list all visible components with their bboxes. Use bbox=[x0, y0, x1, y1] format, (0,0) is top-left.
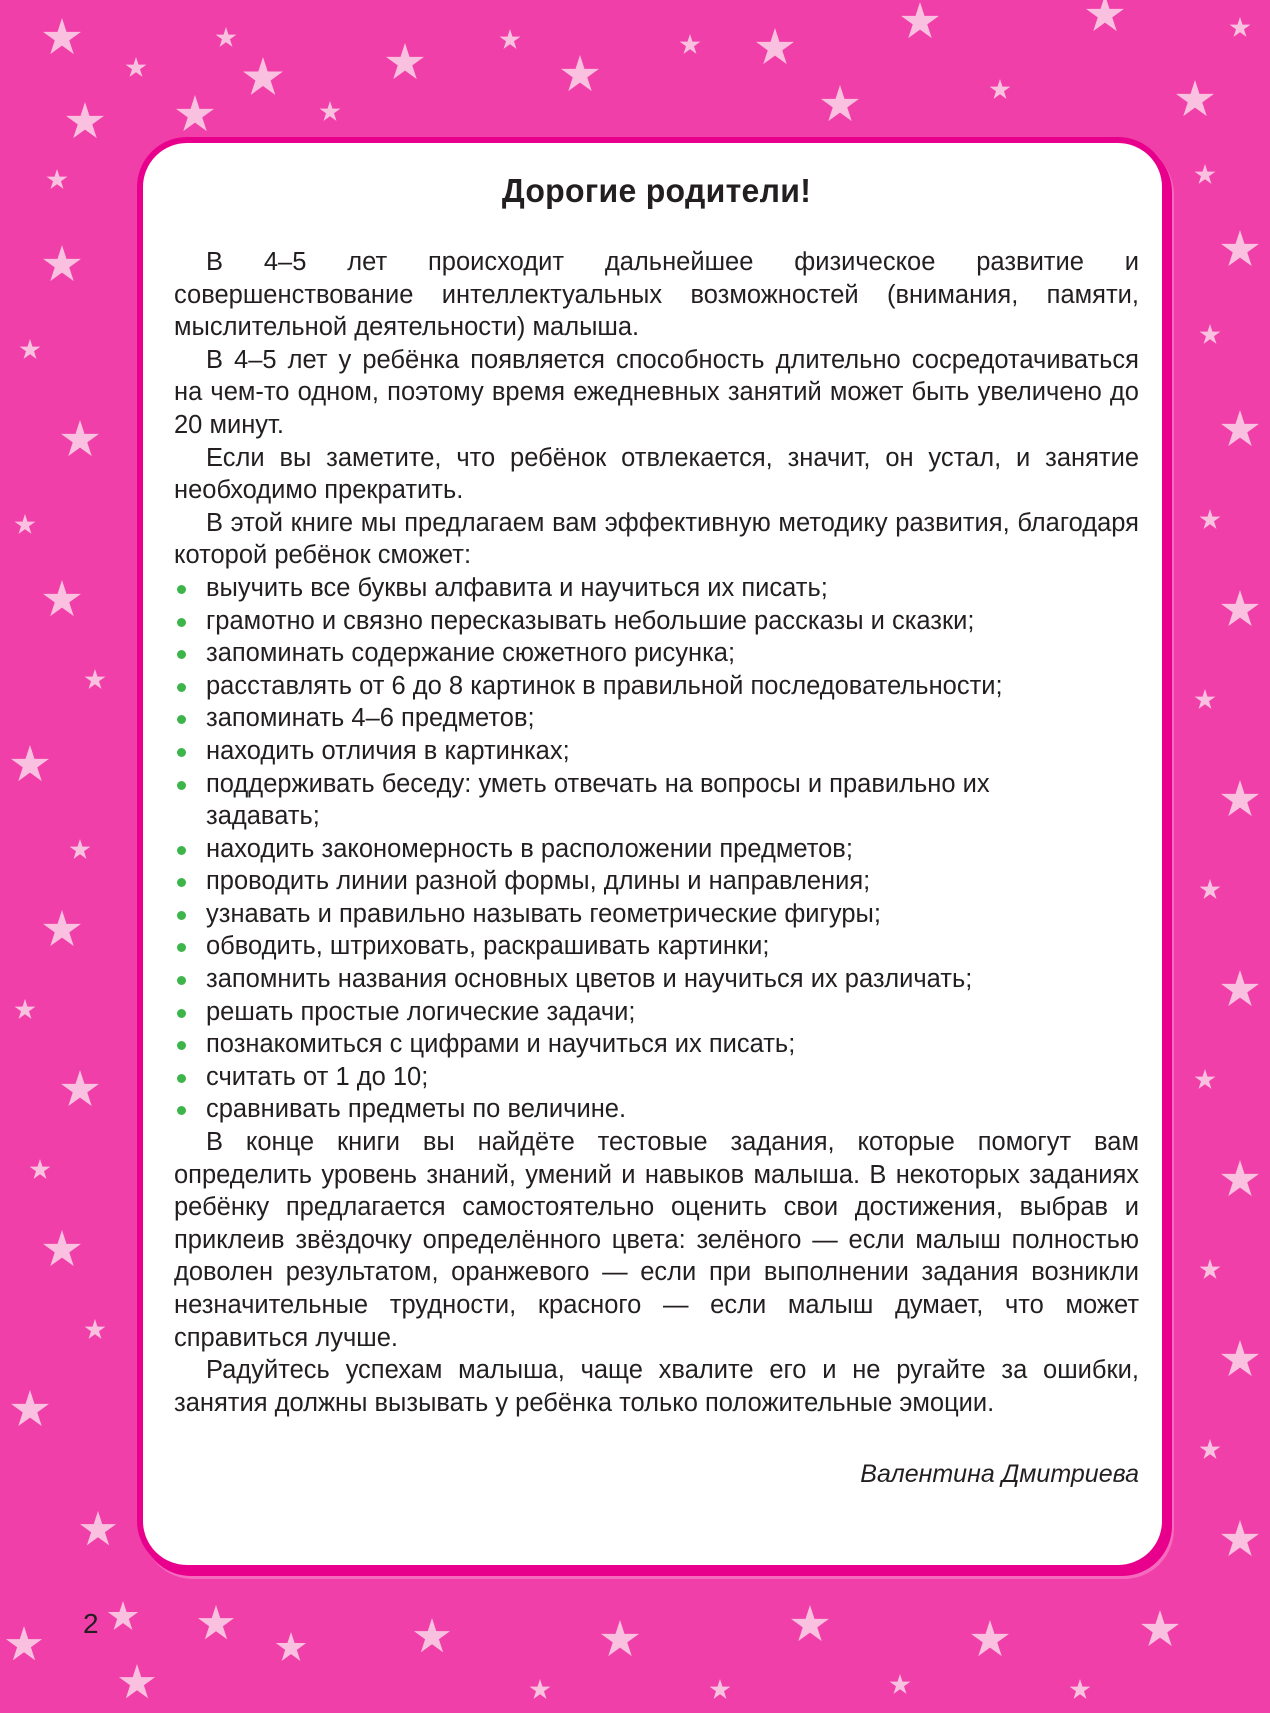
letter-title: Дорогие родители! bbox=[501, 172, 812, 209]
bullet-icon bbox=[177, 781, 186, 790]
paragraph: В 4–5 лет у ребёнка появляется способность длительно сосредотачиваться на чем-то одном, поэтому время ежедневных занятий может быть увеличено до 20 минут. bbox=[174, 345, 1139, 439]
list-item: познакомиться с цифрами и научиться их писать; bbox=[174, 1028, 1139, 1061]
letter-content bbox=[174, 165, 1139, 1491]
bullet-icon bbox=[177, 748, 186, 757]
bullet-icon bbox=[177, 715, 186, 724]
paragraph: В конце книги вы найдёте тестовые задания, которые помогут вам определить уровень знаний, умений и навыков малыша. В некоторых заданиях ребёнку предлагается самостоятельно оценить свои достижения, выбрав и приклеив звёздочку определённого цвета: зелёного — если малыш полностью доволен результатом, оранжевого — если при выполнении задания возникли незначительные трудности, красного — если малыш думает, что может справиться лучше. bbox=[174, 1128, 1139, 1352]
skills-list bbox=[174, 572, 1139, 1126]
paragraph: Радуйтесь успехам малыша, чаще хвалите его и не ругайте за ошибки, занятия должны вызывать у ребёнка только положительные эмоции. bbox=[174, 1356, 1139, 1417]
list-item: запоминать содержание сюжетного рисунка; bbox=[174, 637, 1139, 670]
bullet-icon bbox=[177, 1009, 186, 1018]
list-item: выучить все буквы алфавита и научиться их писать; bbox=[174, 572, 1139, 605]
list-item: расставлять от 6 до 8 картинок в правильной последовательности; bbox=[174, 670, 1139, 703]
bullet-icon bbox=[177, 976, 186, 985]
bullet-icon bbox=[177, 878, 186, 887]
list-item: находить отличия в картинках; bbox=[174, 735, 1139, 768]
paragraph: В этой книге мы предлагаем вам эффективную методику развития, благодаря которой ребёнок сможет: bbox=[174, 508, 1139, 570]
list-item: сравнивать предметы по величине. bbox=[174, 1093, 1139, 1126]
list-item: поддерживать беседу: уметь отвечать на вопросы и правильно их задавать; bbox=[174, 768, 1139, 833]
bullet-icon bbox=[177, 911, 186, 920]
paragraph: В 4–5 лет происходит дальнейшее физическое развитие и совершенствование интеллектуальных возможностей (внимания, памяти, мыслительной деятельности) малыша. bbox=[174, 248, 1139, 342]
list-item: обводить, штриховать, раскрашивать картинки; bbox=[174, 930, 1139, 963]
list-item: запоминать 4–6 предметов; bbox=[174, 702, 1139, 735]
list-item: решать простые логические задачи; bbox=[174, 996, 1139, 1029]
bullet-icon bbox=[177, 585, 186, 594]
list-item: запомнить названия основных цветов и научиться их различать; bbox=[174, 963, 1139, 996]
list-item: проводить линии разной формы, длины и направления; bbox=[174, 865, 1139, 898]
list-item: считать от 1 до 10; bbox=[174, 1061, 1139, 1094]
letter-body bbox=[174, 246, 1139, 1491]
bullet-icon bbox=[177, 650, 186, 659]
bullet-icon bbox=[177, 1106, 186, 1115]
bullet-icon bbox=[177, 1074, 186, 1083]
list-item: грамотно и связно пересказывать небольшие рассказы и сказки; bbox=[174, 605, 1139, 638]
bullet-icon bbox=[177, 683, 186, 692]
bullet-icon bbox=[177, 618, 186, 627]
bullet-icon bbox=[177, 943, 186, 952]
page-number: 2 bbox=[83, 1608, 99, 1639]
list-item: находить закономерность в расположении предметов; bbox=[174, 833, 1139, 866]
paragraph: Если вы заметите, что ребёнок отвлекается, значит, он устал, и занятие необходимо прекратить. bbox=[174, 443, 1139, 505]
signature: Валентина Дмитриева bbox=[860, 1460, 1139, 1489]
bullet-icon bbox=[177, 846, 186, 855]
bullet-icon bbox=[177, 1041, 186, 1050]
list-item: узнавать и правильно называть геометрические фигуры; bbox=[174, 898, 1139, 931]
